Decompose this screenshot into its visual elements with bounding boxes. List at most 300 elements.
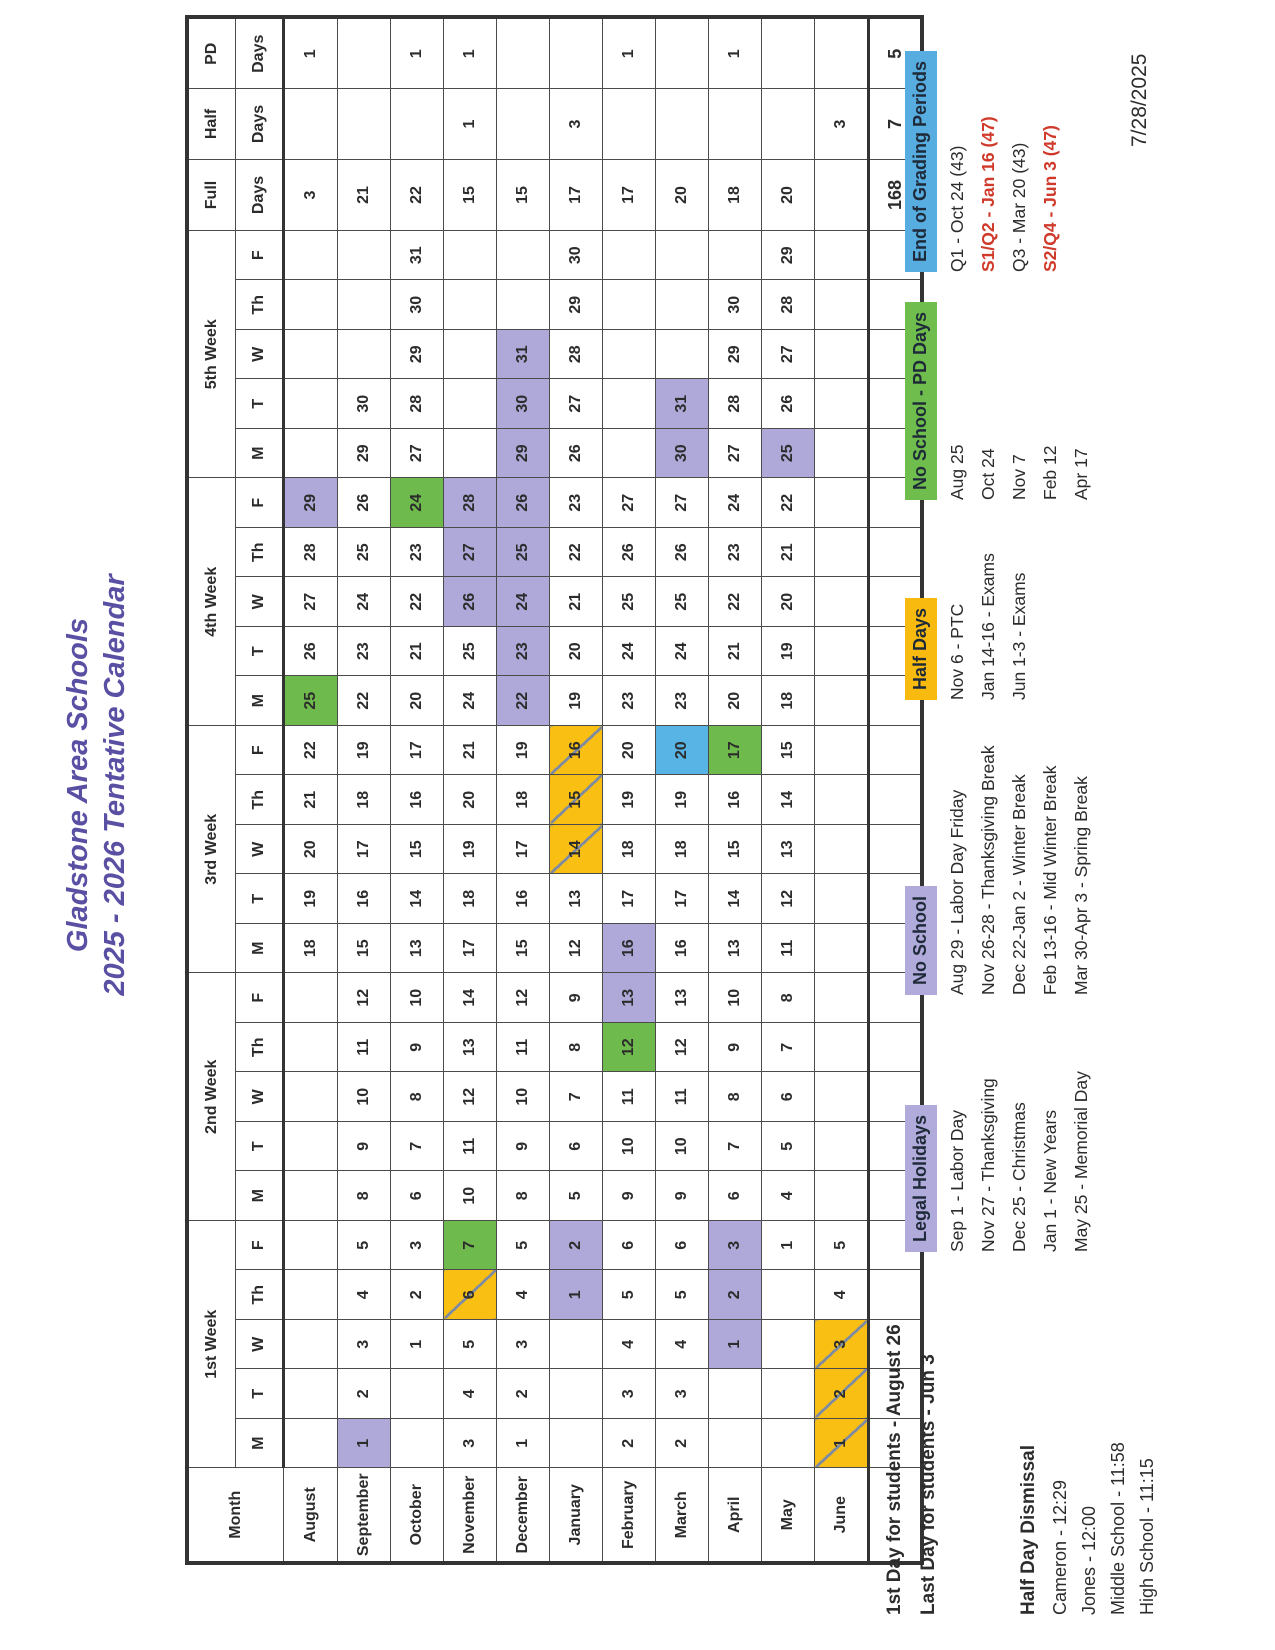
day-cell xyxy=(284,1072,338,1122)
day-cell: 29 xyxy=(709,330,762,380)
month-label: March xyxy=(656,1468,709,1563)
day-cell: 29 xyxy=(497,429,550,479)
day-cell: 5 xyxy=(603,1270,656,1320)
day-cell: 3 xyxy=(497,1320,550,1370)
day-cell xyxy=(815,330,869,380)
day-cell: 12 xyxy=(550,924,603,974)
day-cell: 26 xyxy=(497,478,550,528)
day-cell: 8 xyxy=(391,1072,444,1122)
day-cell: 17 xyxy=(603,874,656,924)
day-cell: 13 xyxy=(709,924,762,974)
day-cell: 1 xyxy=(391,1320,444,1370)
day-cell: 30 xyxy=(550,231,603,281)
day-cell xyxy=(815,528,869,578)
day-cell xyxy=(497,231,550,281)
day-cell: 12 xyxy=(338,973,391,1023)
legend-item: Jan 14-16 - Exams xyxy=(978,553,998,700)
day-cell xyxy=(815,280,869,330)
day-cell xyxy=(815,231,869,281)
day-cell xyxy=(338,330,391,380)
day-cell: 10 xyxy=(497,1072,550,1122)
day-cell: 18 xyxy=(284,924,338,974)
full-days-count: 17 xyxy=(603,160,656,231)
day-cell: 2 xyxy=(391,1270,444,1320)
legend-item: Jun 1-3 - Exams xyxy=(1009,572,1029,700)
calendar-table xyxy=(185,16,924,1566)
legend-item: Nov 27 - Thanksgiving xyxy=(978,1078,998,1252)
full-days-count: 15 xyxy=(497,160,550,231)
day-of-week-header: F xyxy=(236,231,284,281)
half-day-dismissal-block xyxy=(1012,1324,1162,1615)
half-days-count xyxy=(603,89,656,160)
day-cell: 27 xyxy=(656,478,709,528)
day-cell xyxy=(815,478,869,528)
day-cell: 26 xyxy=(603,528,656,578)
pd-days-count xyxy=(762,18,815,89)
legend-item: S1/Q2 - Jan 16 (47) xyxy=(978,116,998,272)
day-cell xyxy=(284,1369,338,1419)
full-days-count: 20 xyxy=(762,160,815,231)
day-cell xyxy=(603,330,656,380)
day-of-week-header: F xyxy=(236,973,284,1023)
day-cell xyxy=(603,231,656,281)
day-cell: 1 xyxy=(497,1419,550,1469)
day-cell: 28 xyxy=(444,478,497,528)
day-cell: 22 xyxy=(497,676,550,726)
half-days-count: 3 xyxy=(550,89,603,160)
day-cell xyxy=(497,280,550,330)
legend-item: Aug 29 - Labor Day Friday xyxy=(947,789,967,995)
day-cell: 24 xyxy=(709,478,762,528)
day-cell xyxy=(444,231,497,281)
day-cell: 18 xyxy=(762,676,815,726)
day-cell: 1 xyxy=(762,1221,815,1271)
half-days-count xyxy=(497,89,550,160)
day-cell: 22 xyxy=(762,478,815,528)
day-cell: 26 xyxy=(284,627,338,677)
day-cell: 16 xyxy=(338,874,391,924)
day-cell: 9 xyxy=(550,973,603,1023)
day-cell: 30 xyxy=(497,379,550,429)
day-cell: 6 xyxy=(709,1171,762,1221)
day-cell: 24 xyxy=(656,627,709,677)
legend-title: No School - PD Days xyxy=(905,302,937,500)
day-cell: 3 xyxy=(444,1419,497,1469)
day-cell: 13 xyxy=(603,973,656,1023)
week-group-header: 4th Week xyxy=(187,478,236,726)
day-of-week-header: T xyxy=(236,379,284,429)
week-group-header: 5th Week xyxy=(187,231,236,479)
day-cell: 27 xyxy=(709,429,762,479)
summary-header-top: PD xyxy=(187,18,236,89)
day-cell: 16 xyxy=(550,726,603,776)
day-cell xyxy=(284,1419,338,1469)
legend-item: May 25 - Memorial Day xyxy=(1071,1071,1091,1252)
day-cell xyxy=(656,231,709,281)
half-days-count xyxy=(391,89,444,160)
day-cell xyxy=(815,1023,869,1073)
day-cell: 7 xyxy=(391,1122,444,1172)
day-cell xyxy=(284,330,338,380)
day-cell: 20 xyxy=(284,825,338,875)
day-cell: 26 xyxy=(444,577,497,627)
day-cell: 20 xyxy=(444,775,497,825)
day-of-week-header: Th xyxy=(236,1270,284,1320)
day-cell: 22 xyxy=(709,577,762,627)
day-cell: 10 xyxy=(603,1122,656,1172)
day-cell: 17 xyxy=(709,726,762,776)
month-label: June xyxy=(815,1468,869,1563)
legend-item: S2/Q4 - Jun 3 (47) xyxy=(1040,125,1060,272)
day-cell: 30 xyxy=(656,429,709,479)
pd-days-count: 1 xyxy=(284,18,338,89)
day-cell: 24 xyxy=(444,676,497,726)
day-cell: 16 xyxy=(603,924,656,974)
day-cell: 22 xyxy=(391,577,444,627)
day-cell xyxy=(444,280,497,330)
day-cell: 24 xyxy=(603,627,656,677)
day-cell: 23 xyxy=(497,627,550,677)
day-cell: 29 xyxy=(762,231,815,281)
legend-item: Dec 22-Jan 2 - Winter Break xyxy=(1009,774,1029,995)
day-cell: 15 xyxy=(709,825,762,875)
day-cell: 4 xyxy=(338,1270,391,1320)
title-line2: 2025 - 2026 Tentative Calendar xyxy=(99,574,131,996)
legend-item: Nov 26-28 - Thanksgiving Break xyxy=(978,745,998,995)
legend-item: Q3 - Mar 20 (43) xyxy=(1009,142,1029,272)
student-day-notes xyxy=(878,1324,1162,1615)
legend-item: Nov 7 xyxy=(1009,454,1029,500)
day-cell: 15 xyxy=(338,924,391,974)
day-cell: 12 xyxy=(444,1072,497,1122)
day-cell xyxy=(762,1369,815,1419)
day-cell xyxy=(550,1369,603,1419)
day-cell: 31 xyxy=(497,330,550,380)
day-cell: 24 xyxy=(497,577,550,627)
day-cell: 13 xyxy=(762,825,815,875)
day-cell xyxy=(550,1419,603,1469)
day-cell: 3 xyxy=(656,1369,709,1419)
day-of-week-header: M xyxy=(236,429,284,479)
day-cell: 18 xyxy=(656,825,709,875)
day-cell: 27 xyxy=(550,379,603,429)
day-cell: 30 xyxy=(391,280,444,330)
first-day-note: 1st Day for students - August 26 xyxy=(884,1324,905,1615)
half-days-count xyxy=(656,89,709,160)
day-cell xyxy=(444,330,497,380)
day-cell: 11 xyxy=(762,924,815,974)
day-cell xyxy=(815,874,869,924)
day-cell: 25 xyxy=(338,528,391,578)
day-cell: 6 xyxy=(391,1171,444,1221)
pd-days-count xyxy=(656,18,709,89)
dismissal-item: Jones - 12:00 xyxy=(1079,1505,1099,1615)
day-cell: 5 xyxy=(550,1171,603,1221)
day-cell: 2 xyxy=(656,1419,709,1469)
day-cell: 29 xyxy=(550,280,603,330)
day-cell: 8 xyxy=(497,1171,550,1221)
full-days-count: 17 xyxy=(550,160,603,231)
day-cell: 25 xyxy=(444,627,497,677)
day-cell xyxy=(762,1320,815,1370)
day-cell xyxy=(284,231,338,281)
full-days-count xyxy=(815,160,869,231)
legend-item: Oct 24 xyxy=(978,448,998,500)
day-cell: 11 xyxy=(497,1023,550,1073)
day-cell xyxy=(709,231,762,281)
day-cell: 19 xyxy=(762,627,815,677)
day-cell: 29 xyxy=(391,330,444,380)
day-cell: 17 xyxy=(391,726,444,776)
day-of-week-header: F xyxy=(236,1221,284,1271)
day-cell: 12 xyxy=(762,874,815,924)
day-of-week-header: W xyxy=(236,1072,284,1122)
totals-empty-cell xyxy=(869,1270,923,1320)
day-cell: 3 xyxy=(338,1320,391,1370)
legend-item: Sep 1 - Labor Day xyxy=(947,1109,967,1252)
day-cell: 27 xyxy=(762,330,815,380)
day-cell: 5 xyxy=(815,1221,869,1271)
day-cell: 13 xyxy=(444,1023,497,1073)
legend-item: Mar 30-Apr 3 - Spring Break xyxy=(1071,776,1091,995)
day-cell: 8 xyxy=(709,1072,762,1122)
legend-item: Q1 - Oct 24 (43) xyxy=(947,145,967,272)
month-label: May xyxy=(762,1468,815,1563)
summary-header-bottom: Days xyxy=(236,160,284,231)
day-cell: 12 xyxy=(656,1023,709,1073)
day-cell: 13 xyxy=(656,973,709,1023)
day-of-week-header: W xyxy=(236,577,284,627)
day-cell xyxy=(284,1171,338,1221)
day-cell: 22 xyxy=(284,726,338,776)
day-cell: 19 xyxy=(338,726,391,776)
day-of-week-header: T xyxy=(236,1369,284,1419)
day-of-week-header: T xyxy=(236,874,284,924)
day-cell: 23 xyxy=(709,528,762,578)
summary-header-bottom: Days xyxy=(236,18,284,89)
full-days-count: 18 xyxy=(709,160,762,231)
day-cell: 4 xyxy=(815,1270,869,1320)
day-cell: 8 xyxy=(338,1171,391,1221)
day-cell xyxy=(391,1419,444,1469)
day-cell xyxy=(815,627,869,677)
day-cell: 16 xyxy=(391,775,444,825)
day-cell: 16 xyxy=(656,924,709,974)
day-cell: 26 xyxy=(656,528,709,578)
month-label: January xyxy=(550,1468,603,1563)
month-label: August xyxy=(284,1468,338,1563)
title-line1: Gladstone Area Schools xyxy=(62,617,94,953)
day-cell xyxy=(762,1270,815,1320)
half-days-count xyxy=(338,89,391,160)
pd-days-count: 1 xyxy=(709,18,762,89)
day-of-week-header: W xyxy=(236,330,284,380)
day-cell: 22 xyxy=(550,528,603,578)
day-cell: 5 xyxy=(762,1122,815,1172)
legend-item: Feb 13-16 - Mid Winter Break xyxy=(1040,765,1060,995)
day-cell: 10 xyxy=(656,1122,709,1172)
half-days-count xyxy=(709,89,762,160)
day-of-week-header: M xyxy=(236,1171,284,1221)
day-cell: 11 xyxy=(444,1122,497,1172)
day-cell xyxy=(444,379,497,429)
day-cell xyxy=(656,280,709,330)
day-cell: 8 xyxy=(550,1023,603,1073)
day-cell xyxy=(284,379,338,429)
day-cell: 27 xyxy=(603,478,656,528)
day-cell: 4 xyxy=(444,1369,497,1419)
day-cell: 26 xyxy=(550,429,603,479)
legend-item: Jan 1 - New Years xyxy=(1040,1109,1060,1252)
pd-days-count: 1 xyxy=(391,18,444,89)
day-cell: 24 xyxy=(338,577,391,627)
day-cell xyxy=(338,231,391,281)
day-cell: 2 xyxy=(815,1369,869,1419)
day-cell: 5 xyxy=(338,1221,391,1271)
totals-empty-cell xyxy=(869,1023,923,1073)
day-cell: 13 xyxy=(550,874,603,924)
day-cell: 10 xyxy=(444,1171,497,1221)
day-cell: 27 xyxy=(444,528,497,578)
day-cell xyxy=(815,1072,869,1122)
legend-item: Nov 6 - PTC xyxy=(947,603,967,700)
dismissal-item: Middle School - 11:58 xyxy=(1108,1442,1128,1615)
day-cell: 25 xyxy=(284,676,338,726)
day-of-week-header: F xyxy=(236,726,284,776)
day-cell xyxy=(444,429,497,479)
day-cell xyxy=(815,726,869,776)
legend-group xyxy=(905,51,1061,272)
day-cell: 14 xyxy=(762,775,815,825)
pd-days-count: 1 xyxy=(444,18,497,89)
day-cell: 2 xyxy=(550,1221,603,1271)
day-cell xyxy=(815,429,869,479)
week-group-header: 3rd Week xyxy=(187,726,236,974)
day-cell: 12 xyxy=(603,1023,656,1073)
legend-group xyxy=(905,302,1092,500)
day-cell: 20 xyxy=(656,726,709,776)
day-cell: 19 xyxy=(284,874,338,924)
day-cell xyxy=(284,1122,338,1172)
day-cell: 13 xyxy=(391,924,444,974)
day-cell: 21 xyxy=(709,627,762,677)
day-cell: 6 xyxy=(762,1072,815,1122)
page-title xyxy=(60,520,134,1050)
day-cell: 10 xyxy=(709,973,762,1023)
day-cell: 11 xyxy=(338,1023,391,1073)
day-cell: 6 xyxy=(603,1221,656,1271)
pd-days-count: 1 xyxy=(603,18,656,89)
summary-header-top: Full xyxy=(187,160,236,231)
day-cell: 23 xyxy=(550,478,603,528)
day-cell: 11 xyxy=(656,1072,709,1122)
day-of-week-header: M xyxy=(236,924,284,974)
day-cell: 14 xyxy=(444,973,497,1023)
full-days-count: 22 xyxy=(391,160,444,231)
day-cell: 6 xyxy=(656,1221,709,1271)
day-cell: 28 xyxy=(284,528,338,578)
day-cell: 21 xyxy=(444,726,497,776)
day-cell: 14 xyxy=(550,825,603,875)
dismissal-list xyxy=(1046,1324,1162,1615)
month-label: October xyxy=(391,1468,444,1563)
day-of-week-header: W xyxy=(236,825,284,875)
day-cell: 15 xyxy=(550,775,603,825)
total-full-days: 168 xyxy=(869,160,923,231)
day-cell: 28 xyxy=(391,379,444,429)
legend-title: No School xyxy=(905,886,937,995)
day-cell xyxy=(338,280,391,330)
day-cell: 9 xyxy=(603,1171,656,1221)
pd-days-count xyxy=(815,18,869,89)
day-cell: 19 xyxy=(444,825,497,875)
day-cell: 1 xyxy=(338,1419,391,1469)
day-cell: 15 xyxy=(762,726,815,776)
day-cell: 25 xyxy=(603,577,656,627)
day-of-week-header: Th xyxy=(236,775,284,825)
day-cell xyxy=(815,973,869,1023)
day-cell: 18 xyxy=(497,775,550,825)
pd-days-count xyxy=(338,18,391,89)
month-column-header: Month xyxy=(187,1468,284,1563)
legend-group xyxy=(905,745,1092,995)
day-cell: 8 xyxy=(762,973,815,1023)
full-days-count: 20 xyxy=(656,160,709,231)
week-group-header: 1st Week xyxy=(187,1221,236,1469)
day-cell: 31 xyxy=(391,231,444,281)
day-cell: 9 xyxy=(391,1023,444,1073)
day-cell: 4 xyxy=(603,1320,656,1370)
day-cell: 19 xyxy=(497,726,550,776)
day-cell: 23 xyxy=(338,627,391,677)
day-cell: 17 xyxy=(497,825,550,875)
pd-days-count xyxy=(550,18,603,89)
day-cell: 20 xyxy=(391,676,444,726)
day-cell: 1 xyxy=(550,1270,603,1320)
day-cell: 28 xyxy=(709,379,762,429)
day-cell xyxy=(762,1419,815,1469)
day-cell: 23 xyxy=(603,676,656,726)
day-cell: 31 xyxy=(656,379,709,429)
summary-header-bottom: Days xyxy=(236,89,284,160)
total-pd-days: 5 xyxy=(869,18,923,89)
day-cell: 2 xyxy=(603,1419,656,1469)
day-cell: 23 xyxy=(656,676,709,726)
legend-group xyxy=(905,1071,1092,1252)
day-cell: 19 xyxy=(550,676,603,726)
day-cell xyxy=(284,429,338,479)
legend-item: Feb 12 xyxy=(1040,445,1060,500)
day-of-week-header: Th xyxy=(236,528,284,578)
last-day-note: Last Day for students - Jun 3 xyxy=(918,1354,939,1615)
day-cell: 20 xyxy=(709,676,762,726)
full-days-count: 15 xyxy=(444,160,497,231)
day-cell: 17 xyxy=(444,924,497,974)
day-cell: 7 xyxy=(550,1072,603,1122)
day-cell: 18 xyxy=(444,874,497,924)
day-cell: 2 xyxy=(497,1369,550,1419)
half-days-count: 3 xyxy=(815,89,869,160)
legend-item: Apr 17 xyxy=(1071,448,1091,500)
day-cell: 25 xyxy=(762,429,815,479)
day-cell xyxy=(284,1270,338,1320)
day-cell: 25 xyxy=(497,528,550,578)
day-cell xyxy=(815,379,869,429)
day-cell: 23 xyxy=(391,528,444,578)
day-cell xyxy=(815,924,869,974)
half-days-count: 1 xyxy=(444,89,497,160)
day-cell: 14 xyxy=(391,874,444,924)
